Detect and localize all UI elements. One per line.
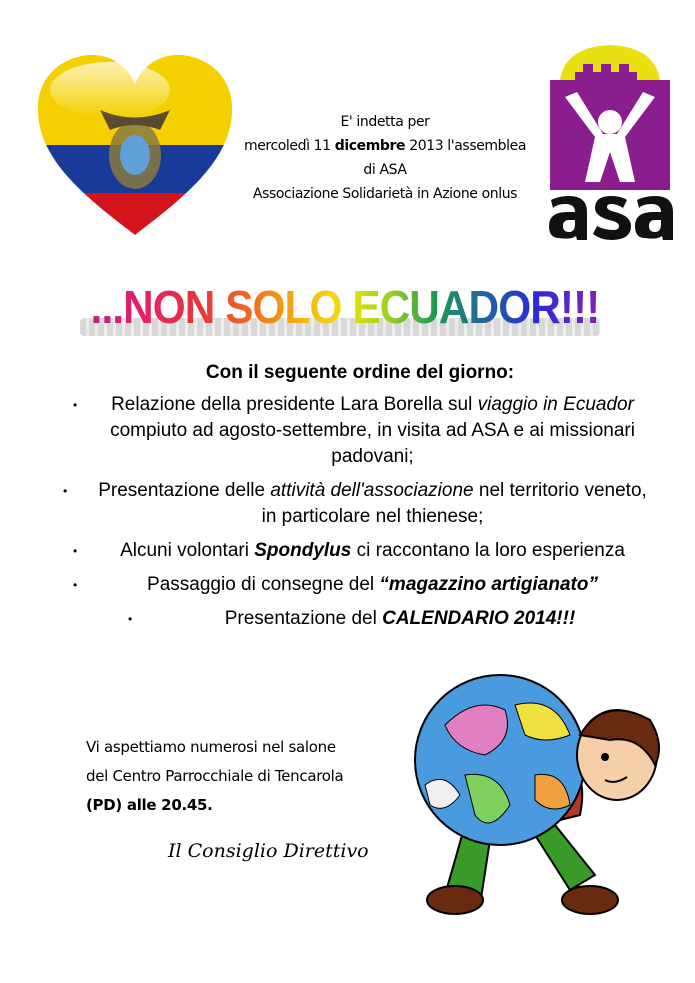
item-text: nel territorio veneto, in particolare nel thienese;	[261, 480, 647, 527]
invitation-text	[86, 733, 404, 820]
agenda-item	[128, 606, 640, 632]
month-text: dicembre	[334, 138, 406, 154]
intro-line: E' indetta per	[340, 114, 430, 130]
item-text: Relazione della presidente Lara Borella sul	[111, 394, 478, 415]
agenda-item	[63, 478, 650, 530]
item-emphasis: Spondylus	[254, 540, 352, 561]
bullet-icon: •	[73, 578, 78, 592]
item-text: Presentazione delle	[98, 480, 271, 501]
agenda-item	[73, 392, 640, 470]
agenda	[60, 360, 660, 640]
invitation-line: del Centro Parrocchiale di Tencarola	[86, 767, 344, 785]
invitation-line: Vi aspettiamo numerosi nel salone	[86, 738, 336, 756]
item-text: Alcuni volontari	[120, 540, 255, 561]
bullet-icon: •	[73, 398, 78, 412]
bullet-icon: •	[63, 484, 68, 498]
asa-logo	[545, 42, 675, 247]
intro-date-line	[228, 134, 542, 158]
item-emphasis: viaggio in Ecuador	[477, 394, 634, 415]
assembly-text: 2013 l'assemblea	[405, 138, 527, 154]
item-text: Presentazione del	[224, 608, 383, 629]
bullet-icon: •	[128, 612, 133, 626]
intro-line: di ASA	[363, 162, 407, 178]
item-text: ci raccontano la loro esperienza	[351, 540, 625, 561]
agenda-heading: Con il seguente ordine del giorno:	[205, 362, 515, 383]
date-text: mercoledì 11	[243, 138, 335, 154]
agenda-item	[73, 538, 640, 564]
bullet-icon: •	[73, 544, 78, 558]
item-emphasis: attività dell'associazione	[270, 480, 474, 501]
association-name: Associazione Solidarietà in Azione onlus	[252, 186, 518, 202]
ecuador-flag-heart-image	[30, 50, 240, 240]
item-emphasis: “magazzino artigianato”	[379, 574, 598, 595]
item-text: compiuto ad agosto-settembre, in visita ad ASA e ai missionari padovani;	[110, 420, 635, 467]
invitation-line: (PD) alle 20.45.	[86, 796, 213, 814]
item-emphasis: CALENDARIO 2014!!!	[382, 608, 576, 629]
item-text: Passaggio di consegne del	[147, 574, 380, 595]
agenda-item	[73, 572, 640, 598]
banner-title: ...NON SOLO ECUADOR!!!	[64, 272, 625, 342]
boy-carrying-globe-image	[405, 665, 675, 925]
signature: Il Consiglio Direttivo	[168, 840, 369, 862]
assembly-announcement	[228, 110, 542, 206]
